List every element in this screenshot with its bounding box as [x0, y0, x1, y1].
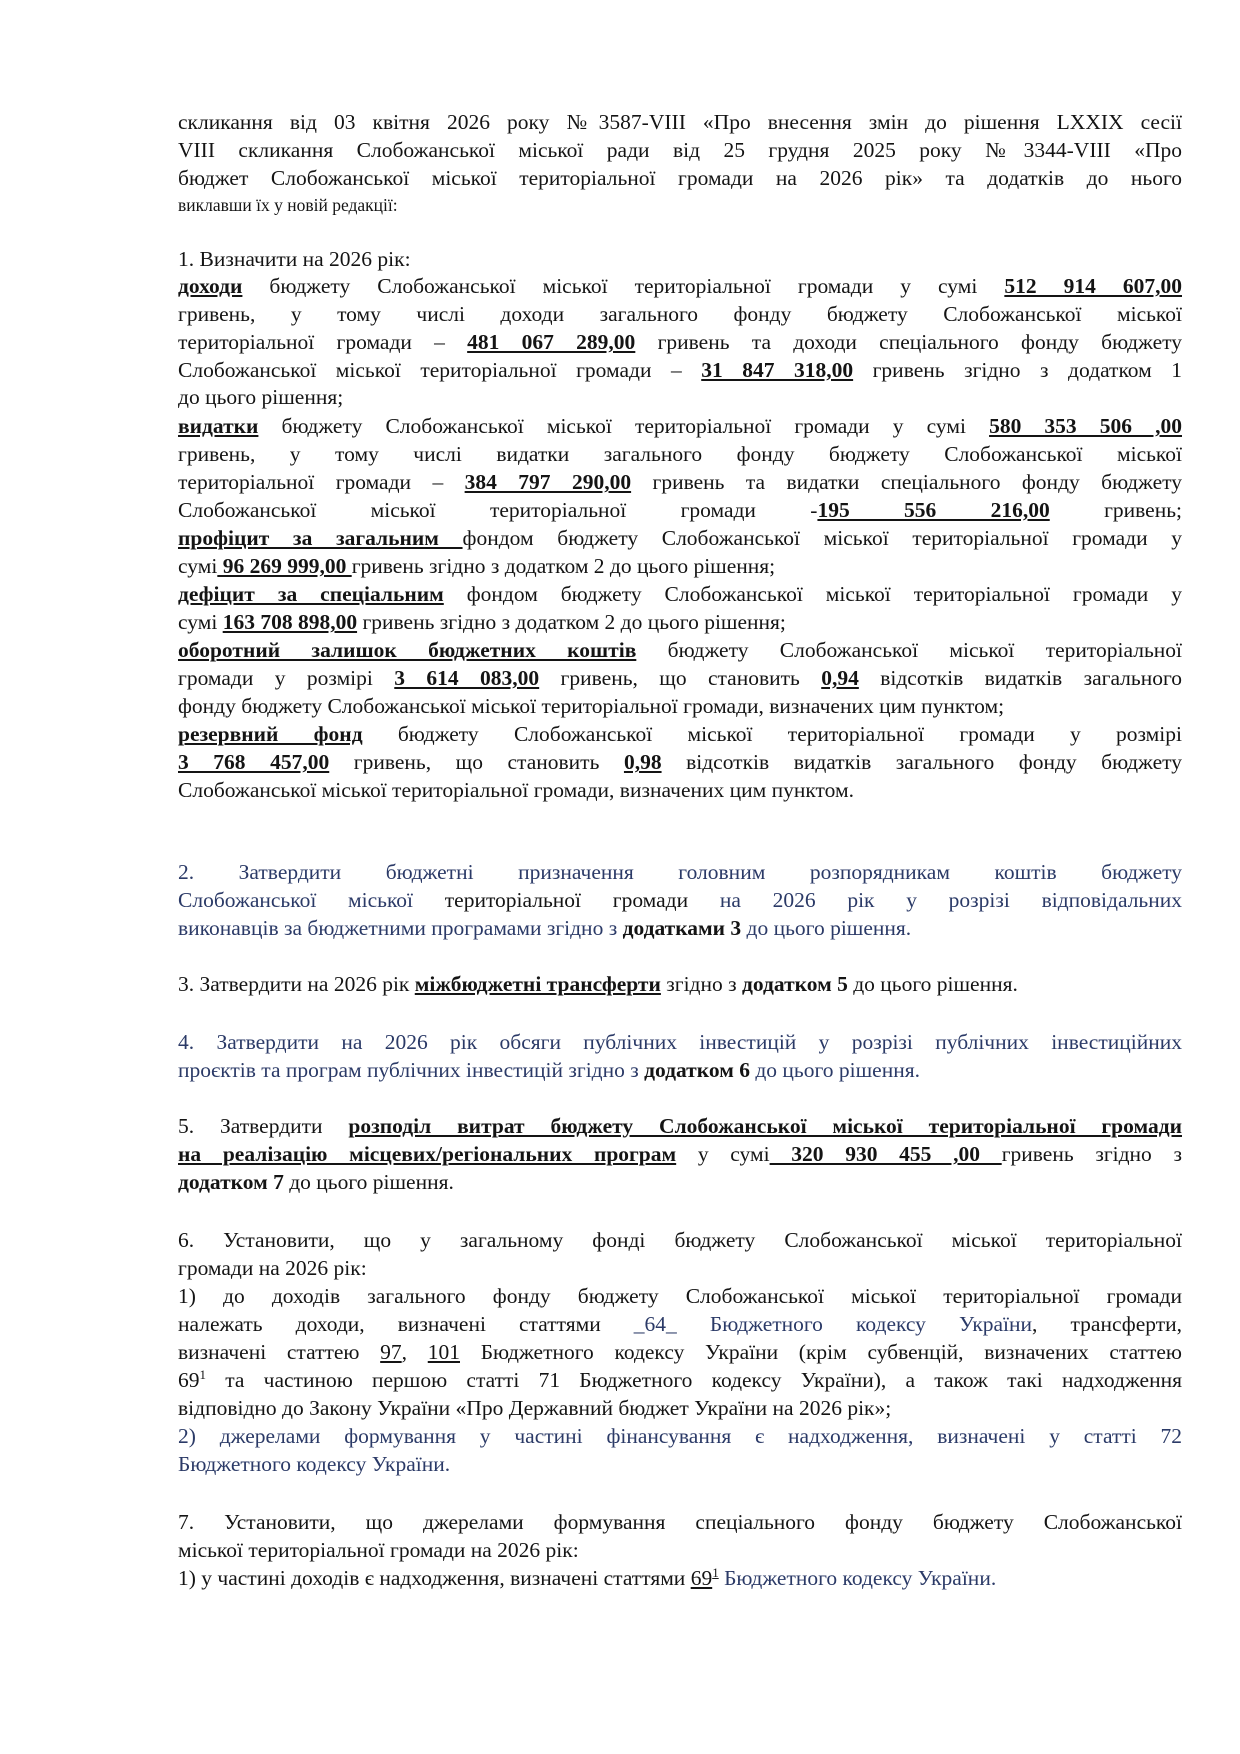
reserve-value: 3 768 457,00 [178, 750, 330, 774]
expenses-line-1: видатки бюджету Слобожанської міської територіальної громади у сумі 580 353 506 ,00 [178, 414, 1182, 438]
programs-total: 320 930 455 ,00 [769, 1142, 1002, 1166]
item-5-line-2: на реалізацію місцевих/регіональних програм у сумі 320 930 455 ,00 гривень згідно з [178, 1142, 1182, 1166]
balance-percent: 0,94 [821, 666, 859, 690]
transfers-label: міжбюджетні трансферти [414, 972, 661, 996]
surplus-value: 96 269 999,00 [217, 554, 352, 578]
balance-line-1: оборотний залишок бюджетних коштів бюджету Слобожанської міської територіальної [178, 638, 1182, 662]
expenses-general-value: 384 797 290,00 [464, 470, 632, 494]
deficit-line-1: дефіцит за спеціальним фондом бюджету Слобожанської міської територіальної громади у [178, 582, 1182, 606]
programs-expenses-label: розподіл витрат бюджету Слобожанської міської територіальної громади [348, 1114, 1182, 1138]
expenses-special-value: 195 556 216,00 [817, 498, 1050, 522]
reserve-label: резервний фонд [178, 722, 363, 746]
surplus-label: профіцит за загальним [178, 526, 463, 550]
expenses-line-4: Слобожанської міської територіальної громади -195 556 216,00 гривень; [178, 498, 1182, 522]
item-6-line-5: визначені статтею 97, 101 Бюджетного кодексу України (крім субвенцій, визначених статтею [178, 1340, 1182, 1364]
item-6-line-1: 6. Установити, що у загальному фонді бюджету Слобожанської міської територіальної [178, 1228, 1182, 1252]
item-5-line-3: додатком 7 до цього рішення. [178, 1170, 454, 1194]
item-6-line-6: $69^1$ та частиною першою статті 71 Бюджетного кодексу України), а також такі надходження [178, 1367, 1182, 1392]
income-general-value: 481 067 289,00 [467, 330, 636, 354]
reserve-line-1: резервний фонд бюджету Слобожанської міської територіальної громади у розмірі [178, 722, 1182, 746]
intro-line-1: скликання від 03 квітня 2026 року №3587-VIII «Про внесення змін до рішення LXXIX сесії [178, 110, 1182, 134]
item-1-heading: 1. Визначити на 2026 рік: [178, 247, 411, 271]
deficit-line-2: сумі 163 708 898,00 гривень згідно з додатком 2 до цього рішення; [178, 610, 786, 634]
balance-line-3: фонду бюджету Слобожанської міської територіальної громади, визначених цим пунктом; [178, 694, 1005, 718]
income-line-4: Слобожанської міської територіальної громади – 31 847 318,00 гривень згідно з додатком 1 [178, 358, 1183, 382]
deficit-label: дефіцит за спеціальним [178, 582, 444, 606]
item-4-line-2: проєктів та програм публічних інвестицій згідно з додатком 6 до цього рішення. [178, 1058, 920, 1082]
item-2-line-1: 2. Затвердити бюджетні призначення головним розпорядникам коштів бюджету [178, 860, 1182, 884]
item-6-line-8: 2) джерелами формування у частині фінансування є надходження, визначені у статті 72 [178, 1424, 1182, 1448]
intro-line-4: виклавши їх у новій редакції: [178, 195, 398, 215]
expenses-label: видатки [178, 414, 259, 438]
item-6-line-7: відповідно до Закону України «Про Державний бюджет України на 2026 рік»; [178, 1396, 892, 1420]
item-6-line-2: громади на 2026 рік: [178, 1256, 367, 1280]
income-line-5: до цього рішення; [178, 385, 344, 409]
income-total: 512 914 607,00 [1004, 274, 1182, 298]
item-4-line-1: 4. Затвердити на 2026 рік обсяги публічних інвестицій у розрізі публічних інвестиційних [178, 1030, 1182, 1054]
item-6-line-9: Бюджетного кодексу України. [178, 1452, 451, 1476]
intro-line-2: VIII скликання Слобожанської міської ради від 25 грудня 2025 року №3344-VIII «Про [178, 138, 1182, 162]
income-line-3: територіальної громади – 481 067 289,00 гривень та доходи спеціального фонду бюджету [178, 330, 1183, 354]
item-3-line: 3. Затвердити на 2026 рік міжбюджетні трансферти згідно з додатком 5 до цього рішення. [178, 972, 1018, 996]
item-5-line-1: 5. Затвердити розподіл витрат бюджету Слобожанської міської територіальної громади [178, 1114, 1182, 1138]
reserve-line-2: 3 768 457,00 гривень, що становить 0,98 відсотків видатків загального фонду бюджету [178, 750, 1183, 774]
income-special-value: 31 847 318,00 [701, 358, 854, 382]
expenses-line-3: територіальної громади – 384 797 290,00 гривень та видатки спеціального фонду бюджету [178, 470, 1182, 494]
expenses-line-2: гривень, у тому числі видатки загального фонду бюджету Слобожанської міської [178, 442, 1182, 466]
item-2-line-2: Слобожанської міської територіальної громади на 2026 рік у розрізі відповідальних [178, 888, 1182, 912]
expenses-total: 580 353 506 ,00 [989, 414, 1182, 438]
surplus-line-1: профіцит за загальним фондом бюджету Слобожанської міської територіальної громади у [178, 526, 1182, 550]
income-label: доходи [178, 274, 243, 298]
item-7-line-1: 7. Установити, що джерелами формування спеціального фонду бюджету Слобожанської [178, 1510, 1182, 1534]
item-6-line-3: 1) до доходів загального фонду бюджету Слобожанської міської територіальної громади [178, 1284, 1182, 1308]
income-line-1: доходи бюджету Слобожанської міської територіальної громади у сумі 512 914 607,00 [178, 274, 1182, 298]
deficit-value: 163 708 898,00 [222, 610, 358, 634]
intro-line-3: бюджет Слобожанської міської територіальної громади на 2026 рік» та додатків до нього [178, 166, 1182, 190]
balance-label: оборотний залишок бюджетних коштів [178, 638, 637, 662]
item-2-line-3: виконавців за бюджетними програмами згідно з додатками 3 до цього рішення. [178, 916, 912, 940]
reserve-line-3: Слобожанської міської територіальної громади, визначених цим пунктом. [178, 778, 854, 802]
reserve-percent: 0,98 [623, 750, 662, 774]
item-7-line-2: міської територіальної громади на 2026 рік: [178, 1538, 579, 1562]
surplus-line-2: сумі 96 269 999,00 гривень згідно з додатком 2 до цього рішення; [178, 554, 776, 578]
item-6-line-4: належать доходи, визначені статтями _64_ Бюджетного кодексу України, трансферти, [178, 1312, 1182, 1336]
item-7-line-3: 1) у частині доходів є надходження, визначені статтями $69^1$ Бюджетного кодексу України. [178, 1565, 997, 1590]
balance-line-2: громади у розмірі 3 614 083,00 гривень, що становить 0,94 відсотків видатків загального [178, 666, 1183, 690]
income-line-2: гривень, у тому числі доходи загального фонду бюджету Слобожанської міської [178, 302, 1182, 326]
balance-value: 3 614 083,00 [394, 666, 540, 690]
